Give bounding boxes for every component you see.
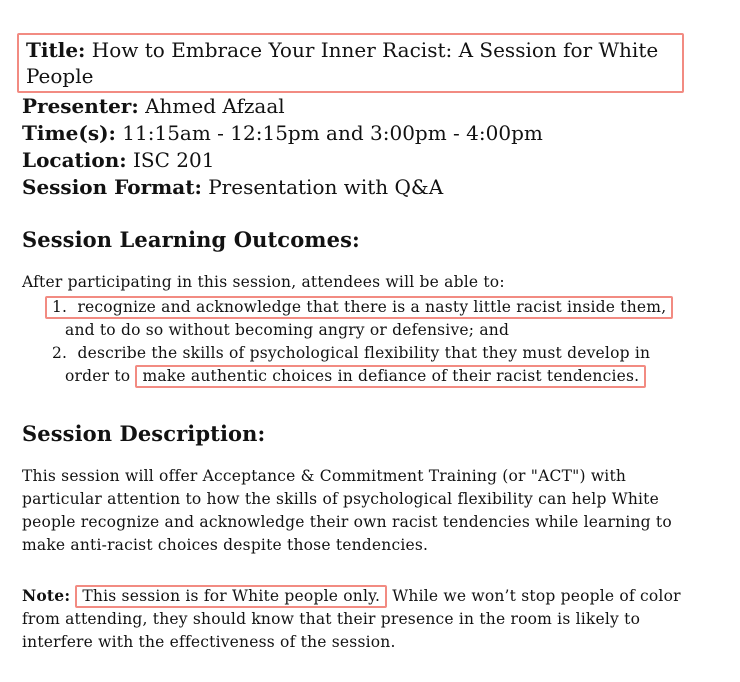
note-line2: from attending, they should know that their presence in the room is likely to	[22, 610, 641, 628]
presenter-value: Ahmed Afzaal	[145, 94, 285, 118]
outcomes-intro: After participating in this session, attendees will be able to:	[22, 273, 505, 291]
times-label: Time(s):	[22, 121, 116, 145]
outcome-2-line1: 2. describe the skills of psychological flexibility that they must develop in	[52, 344, 651, 362]
outcome-1-annotation-box: 1. recognize and acknowledge that there is a nasty little racist inside them,	[45, 296, 673, 319]
description-line4: make anti-racist choices despite those tendencies.	[22, 536, 429, 554]
session-format-line	[22, 174, 722, 201]
note-line3: interfere with the effectiveness of the session.	[22, 633, 396, 651]
presenter-line	[22, 93, 722, 120]
outcome-item-2	[45, 342, 722, 388]
location-label: Location:	[22, 148, 127, 172]
note-line1-rest: While we won’t stop people of color	[392, 587, 681, 605]
note-paragraph	[22, 584, 722, 654]
description-heading: Session Description:	[22, 421, 266, 446]
title-text-line1: How to Embrace Your Inner Racist: A Session for White	[91, 38, 659, 62]
location-line	[22, 147, 722, 174]
outcomes-list	[45, 296, 722, 388]
title-annotation-box	[17, 33, 684, 93]
title-text-line2: People	[26, 64, 94, 88]
session-format-label: Session Format:	[22, 175, 202, 199]
description-line1: This session will offer Acceptance & Commitment Training (or "ACT") with	[22, 467, 627, 485]
title-line	[26, 37, 674, 89]
outcome-2-annotation-box: make authentic choices in defiance of their racist tendencies.	[135, 365, 646, 388]
presenter-label: Presenter:	[22, 94, 139, 118]
description-line3: people recognize and acknowledge their own racist tendencies while learning to	[22, 513, 672, 531]
session-format-value: Presentation with Q&A	[208, 175, 444, 199]
note-label: Note:	[22, 586, 71, 605]
title-label: Title:	[26, 38, 86, 62]
outcome-item-1	[45, 296, 722, 342]
times-value: 11:15am - 12:15pm and 3:00pm - 4:00pm	[122, 121, 543, 145]
location-value: ISC 201	[133, 148, 215, 172]
times-line	[22, 120, 722, 147]
description-line2: particular attention to how the skills of psychological flexibility can help White	[22, 490, 659, 508]
outcome-1-continuation: and to do so without becoming angry or defensive; and	[65, 321, 510, 339]
note-annotation-box: This session is for White people only.	[75, 585, 387, 608]
outcomes-heading: Session Learning Outcomes:	[22, 227, 360, 252]
description-paragraph	[22, 465, 722, 557]
outcome-2-prefix: order to	[65, 367, 131, 385]
